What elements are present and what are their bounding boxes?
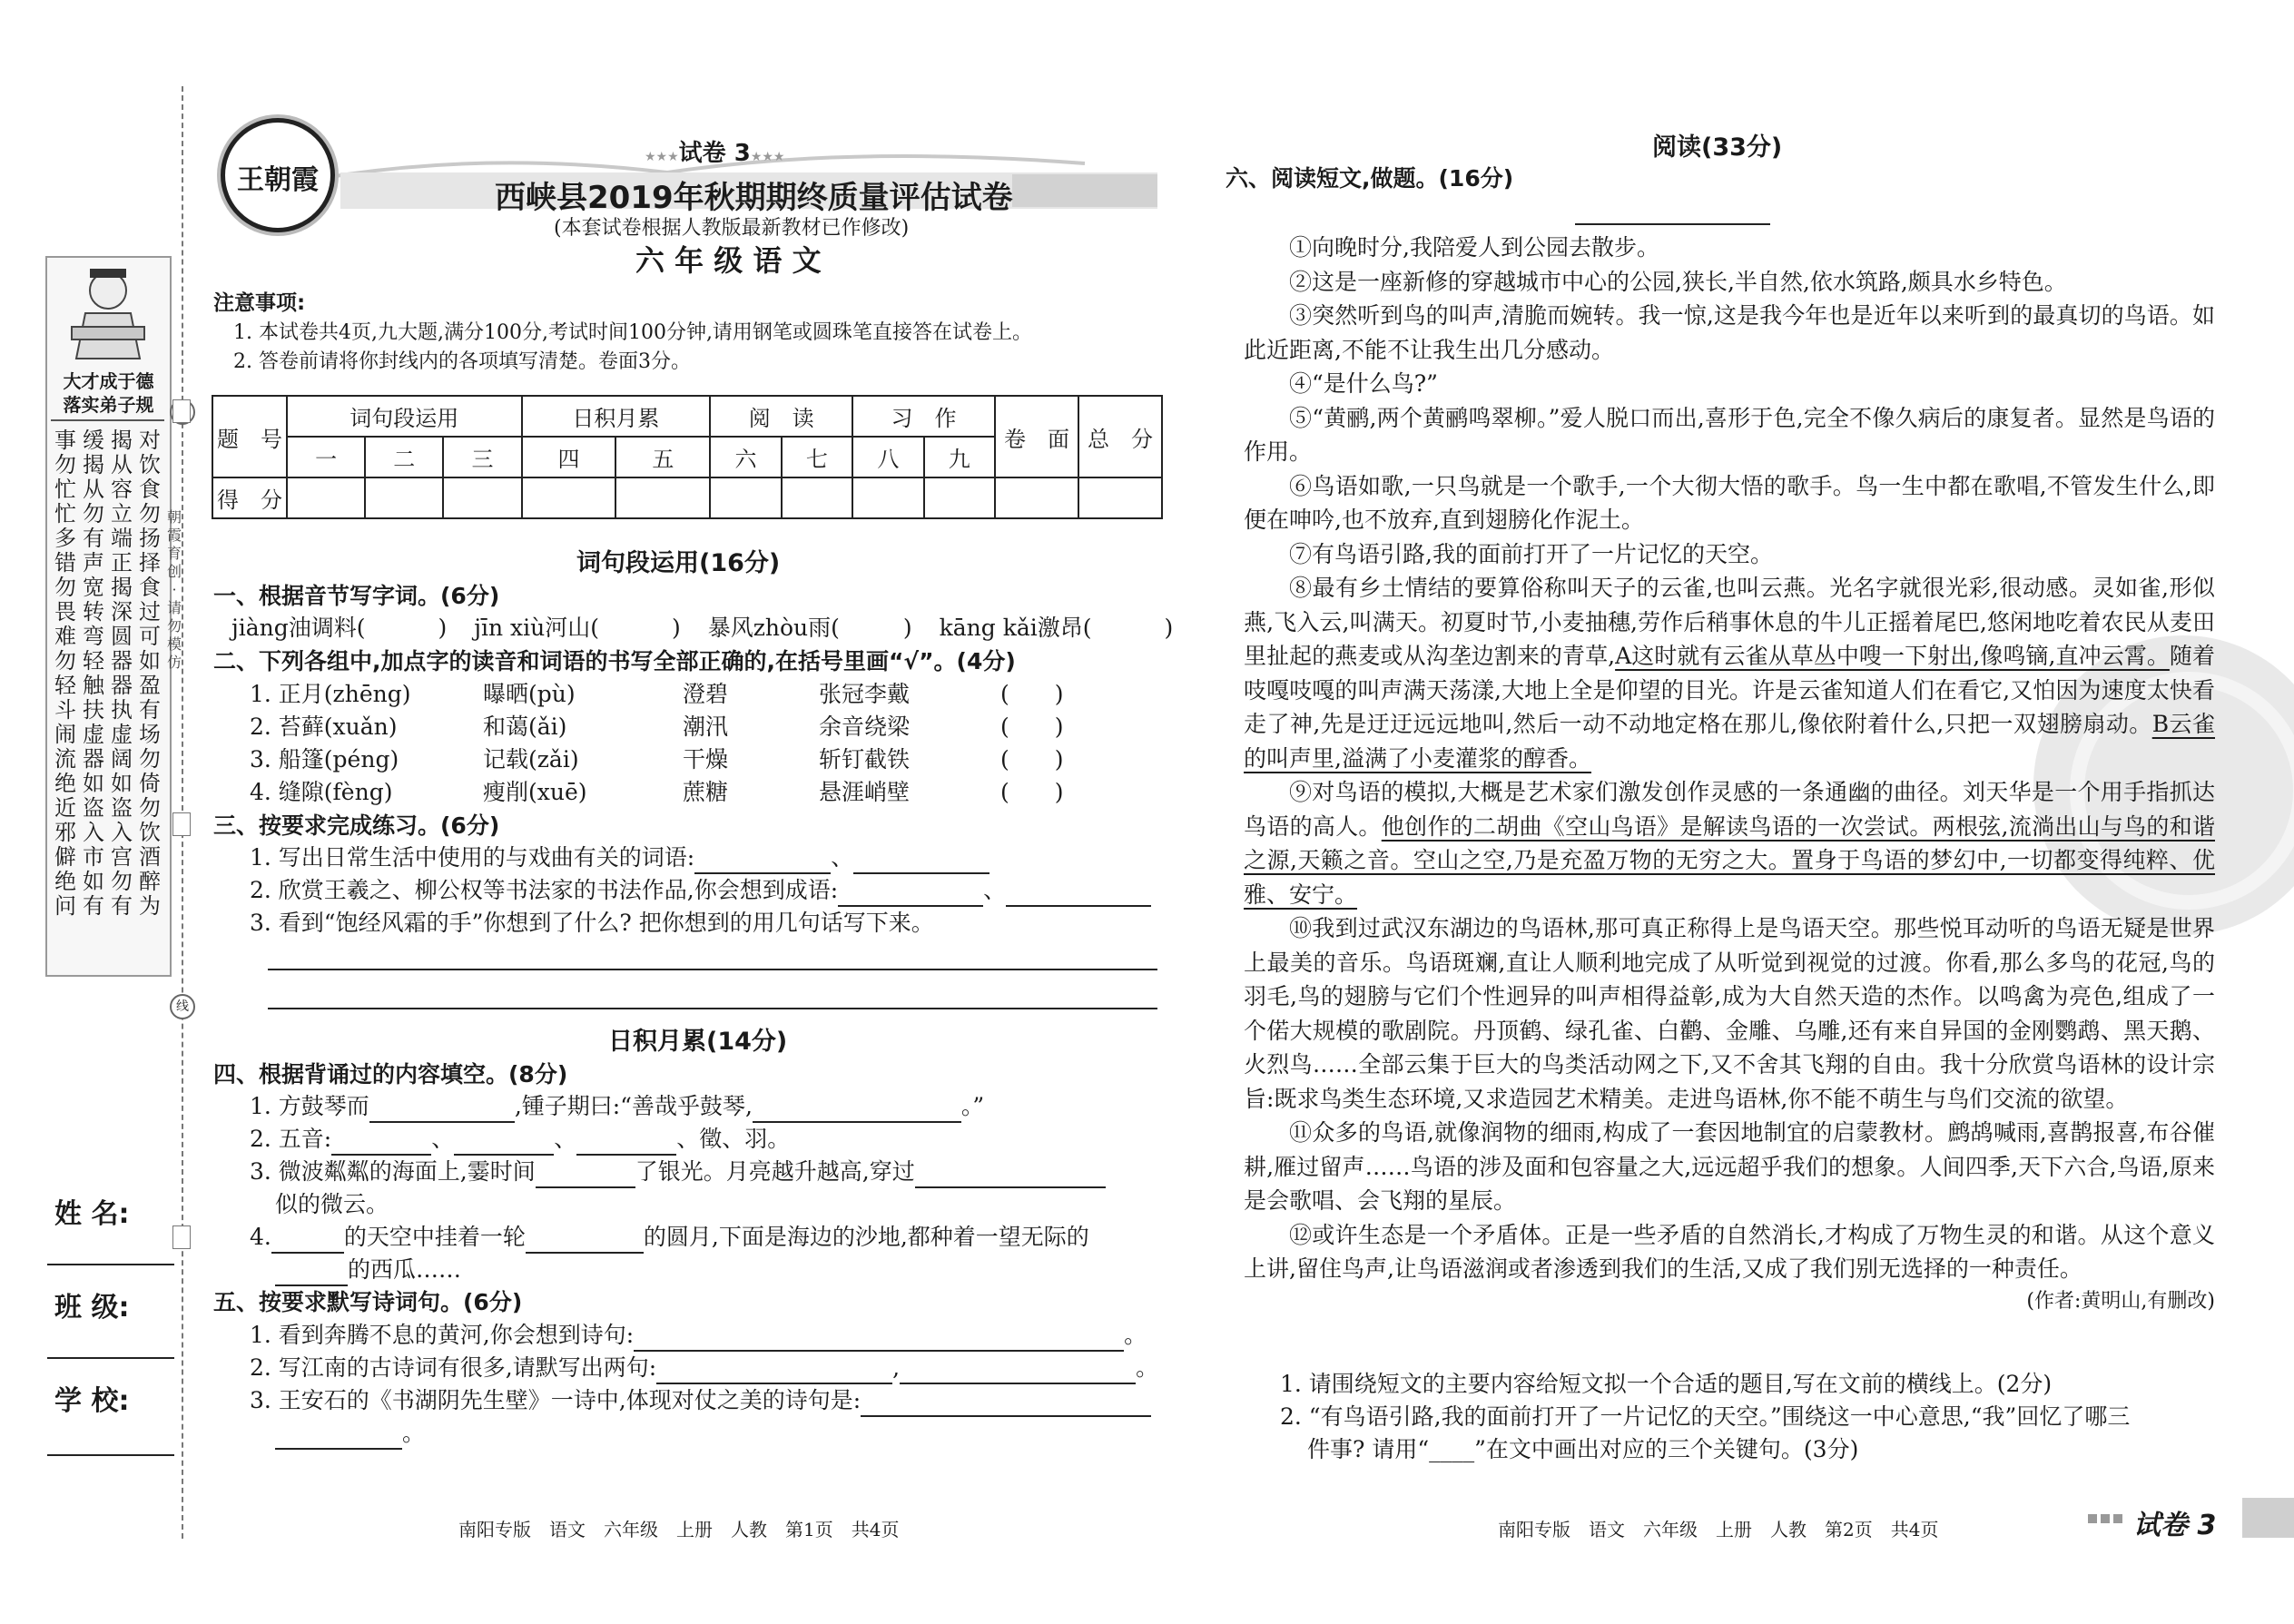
q1-title: 一、根据音节写字词。(6分)	[213, 583, 500, 609]
score-cell[interactable]	[615, 477, 710, 518]
group-words: 词句段运用	[287, 396, 522, 437]
q1-items: jiàng油调料( ) jīn xiù河山( ) 暴风zhòu雨( ) kāng kǎi激昂( )	[231, 615, 1174, 641]
q5-2: 2. 写江南的古诗词有很多,请默写出两句: , 。	[250, 1351, 1158, 1384]
score-cell[interactable]	[287, 477, 365, 518]
q4-4-blank-2[interactable]	[526, 1226, 644, 1254]
margin-box-3	[172, 1225, 191, 1249]
para-9: ⑨对鸟语的模拟,大概是艺术家们激发创作灵感的一条通幽的曲径。刘天华是一个用手指抓达鸟语的高人。他创作的二胡曲《空山鸟语》是解读鸟语的一次尝试。两根弦,流淌出山与鸟的和谐之源,天籁之音。空山之空,乃是充盈万物的无穷之大。置身于鸟语的梦幻中,一切都变得纯粹、优雅、安宁。	[1244, 779, 2215, 908]
score-table	[212, 395, 1163, 519]
motto-line-1: 大才成于德	[63, 370, 154, 392]
q6-title: 六、阅读短文,做题。(16分)	[1226, 165, 1514, 192]
score-cell[interactable]	[443, 477, 521, 518]
corner-tab	[2242, 1498, 2294, 1538]
q4-2-blank-3[interactable]	[576, 1128, 676, 1156]
class-field[interactable]	[47, 1355, 174, 1359]
underlined-sentence-b: B云雀的叫声里,溢满了小麦灌浆的醇香。	[1244, 711, 2215, 772]
q3-3-answer-line-2[interactable]	[268, 1008, 1157, 1009]
series-label-text: 试卷 3	[678, 140, 751, 167]
para-2: ②这是一座新修的穿越城市中心的公园,狭长,半自然,依水筑路,颇具水乡特色。	[1289, 268, 2067, 295]
scholar-illustration	[54, 263, 162, 363]
q5-1-blank[interactable]	[634, 1324, 1124, 1352]
group-accumulation: 日积月累	[522, 396, 711, 437]
score-cell[interactable]	[852, 477, 923, 518]
author-credit: (作者:黄明山,有删改)	[2026, 1289, 2215, 1313]
q4-1: 1. 方鼓琴而 ,锺子期曰:“善哉乎鼓琴, 。”	[250, 1089, 984, 1123]
series-label	[645, 134, 784, 168]
q2-answer-1[interactable]: ( )	[1000, 681, 1064, 707]
score-cell[interactable]	[782, 477, 852, 518]
reading-q2-line-1: 2. “有鸟语引路,我的面前打开了一片记忆的天空。”围绕这一中心意思,“我”回忆了哪三	[1280, 1403, 2131, 1430]
star-icon-left: ★★★	[645, 150, 679, 164]
q3-1-blank-1[interactable]	[694, 847, 831, 874]
name-label: 姓 名:	[54, 1198, 130, 1230]
q4-3-blank-2[interactable]	[915, 1161, 1106, 1188]
motto-card	[45, 256, 172, 977]
para-1: ①向晚时分,我陪爱人到公园去散步。	[1289, 234, 1659, 261]
q4-1-blank-1[interactable]	[369, 1096, 515, 1123]
seal-note: 朝霞育创 · 请勿模仿	[166, 508, 182, 671]
q5-3-blank-2[interactable]	[275, 1422, 402, 1450]
q2-answer-3[interactable]: ( )	[1000, 746, 1064, 773]
q3-title: 三、按要求完成练习。(6分)	[213, 812, 500, 839]
q4-4-blank-3[interactable]	[275, 1259, 348, 1286]
col-total: 总 分	[1078, 396, 1162, 477]
q3-2-blank-2[interactable]	[1006, 880, 1151, 907]
motto-col-4: 对饮食勿扬择食过可如盈有场勿倚勿饮酒醉为	[139, 428, 162, 919]
motto-col-2: 缓揭从勿有声宽转弯轻触扶虚器如盗入市如有	[83, 428, 106, 919]
corner-label: 试卷 3	[2133, 1510, 2217, 1541]
motto-line-2: 落实弟子规	[63, 394, 154, 416]
group-reading: 阅 读	[710, 396, 852, 437]
margin-marker-line: 线	[170, 994, 195, 1019]
page-footer-2: 南阳专版 语文 六年级 上册 人教 第2页 共4页	[1498, 1519, 1939, 1540]
num-6: 六	[710, 437, 781, 477]
score-cell[interactable]	[365, 477, 443, 518]
q1-item-3: 暴风zhòu雨(	[707, 615, 840, 641]
q2-answer-2[interactable]: ( )	[1000, 714, 1064, 740]
q5-title: 五、按要求默写诗词句。(6分)	[213, 1289, 523, 1315]
num-8: 八	[852, 437, 923, 477]
q4-title: 四、根据背诵过的内容填空。(8分)	[213, 1061, 568, 1088]
q4-3: 3. 微波粼粼的海面上,霎时间 了银光。月亮越升越高,穿过	[250, 1155, 1106, 1188]
q4-2-blank-1[interactable]	[331, 1128, 431, 1156]
title-answer-line[interactable]	[1575, 223, 1770, 225]
school-field[interactable]	[47, 1452, 174, 1456]
num-9: 九	[924, 437, 995, 477]
q5-3-cont: 。	[275, 1416, 425, 1450]
q4-3-cont: 似的微云。	[275, 1191, 389, 1217]
q4-4: 4. 的天空中挂着一轮 的圆月,下面是海边的沙地,都种着一望无际的	[250, 1220, 1089, 1254]
score-cell[interactable]	[924, 477, 995, 518]
class-label: 班 级:	[54, 1292, 130, 1324]
binding-margin	[0, 0, 191, 1624]
q3-3-answer-line-1[interactable]	[268, 969, 1157, 970]
page-footer-1: 南阳专版 语文 六年级 上册 人教 第1页 共4页	[458, 1519, 900, 1540]
score-cell[interactable]	[1078, 477, 1162, 518]
motto-body	[53, 428, 165, 964]
logo-text: 王朝霞	[237, 164, 319, 196]
motto-divider	[51, 419, 164, 421]
q3-2-blank-1[interactable]	[838, 880, 983, 907]
logo-badge	[221, 118, 335, 232]
reading-section-title: 阅读(33分)	[1652, 133, 1783, 162]
motto-col-3: 揭从容立端正揭深圆器器执虚阔如盗入宫勿有	[111, 428, 134, 919]
exam-title: 西峡县2019年秋期期终质量评估试卷	[495, 180, 1013, 216]
num-4: 四	[522, 437, 616, 477]
q3-1-blank-2[interactable]	[853, 847, 989, 874]
q5-1: 1. 看到奔腾不息的黄河,你会想到诗句: 。	[250, 1318, 1147, 1352]
score-cell[interactable]	[995, 477, 1078, 518]
school-label: 学 校:	[54, 1385, 130, 1417]
group-writing: 习 作	[852, 396, 995, 437]
para-6: ⑥鸟语如歌,一只鸟就是一个歌手,一个大彻大悟的歌手。鸟一生中都在歌唱,不管发生什么,即便在呻吟,也不放弃,直到翅膀化作泥土。	[1244, 472, 2215, 533]
para-12: ⑫或许生态是一个矛盾体。正是一些矛盾的自然消长,才构成了万物生灵的和谐。从这个意义上讲,留住鸟声,让鸟语滋润或者渗透到我们的生活,又成了我们别无选择的一种责任。	[1244, 1221, 2215, 1282]
notice-2: 2. 答卷前请将你封线内的各项填写清楚。卷面3分。	[233, 350, 691, 373]
underlined-sentence-a: A这时就有云雀从草丛中嗖一下射出,像鸣镝,直冲云霄。	[1615, 643, 2170, 669]
q1-item-2: jīn xiù河山(	[474, 615, 599, 641]
reading-q2-line-2: 件事? 请用“____”在文中画出对应的三个关键句。(3分)	[1307, 1436, 1859, 1462]
q1-item-1: jiàng油调料(	[231, 615, 366, 641]
notice-title: 注意事项:	[213, 291, 306, 315]
left-page: 王朝霞 ★★★试卷 3★★★ 西峡县2019年秋期期终质量评估试卷 (本套试卷根据人教版最新教材已作修改) 六 年 级 语 文 注意事项: 1. 本试卷共4页,九大题,满分100分,考试时间100分钟,请用钢笔或圆珠笔直接答在试卷上。 2. 答卷前请将你封线内的各项填写清楚。卷面3分。 题 号 词句段运用 日积月累 阅 读 习 作 卷 面 总 分 一 二 三 四 五 六 七 八 九 得 分 词句段运用(16分) 一、根据音节写字词。(6分) jiàng油调料( ) jīn xiù河山( ) 暴风zhòu雨( ) kāng kǎi激昂( ) 二、下列各组中,加点字的读音和词语的书写全部正确的,在括号里画“√”。(4分) 1. 正月(zhēng) 曝晒(pù) 澄碧 张冠李戴 ( ) 2. 苔藓(xuǎn) 和蔼(ǎi) 潮汛 余音绕梁 ( ) 3. 船篷(péng) 记载(zǎi) 干燥 斩钉截铁 ( ) 4. 缝隙(fèng) 瘦削(xuē) 蔗糖 悬涯峭壁 ( ) 三、按要求完成练习。(6分) 1. 写出日常生活中使用的与戏曲有关的词语: 、 2. 欣赏王羲之、柳公权等书法家的书法作品,你会想到成语: 、 3. 看到“饱经风霜的手”你想到了什么? 把你想到的用几句话写下来。 日积月累(14分) 四、根据背诵过的内容填空。(8分) 1. 方鼓琴而 ,锺子期曰:“善哉乎鼓琴, 。” 2. 五音: 、 、 、徵、羽。 3. 微波粼粼的海面上,霎时间 了银光。月亮越升越高,穿过 似的微云。 4. 的天空中挂着一轮 的圆月,下面是海边的沙地,都种着一望无际的 的西瓜…… 五、按要求默写诗词句。(6分) 1. 看到奔腾不息的黄河,你会想到诗句: 。 2. 写江南的古诗词有很多,请默写出两句: , 。 3. 王安石的《书湖阴先生壁》一诗中,体现对仗之美的诗句是: 。 南阳专版 语文 六年级 上册 人教 第1页 共4页	[195, 0, 1176, 1624]
margin-box-1	[172, 399, 191, 423]
col-neatness: 卷 面	[995, 396, 1078, 477]
num-5: 五	[615, 437, 710, 477]
underlined-sentence-c: 他创作的二胡曲《空山鸟语》是解读鸟语的一次尝试。两根弦,流淌出山与鸟的和谐之源,天籁之音。空山之空,乃是充盈万物的无穷之大。置身于鸟语的梦幻中,一切都变得纯粹、优雅、安宁。	[1244, 812, 2215, 908]
num-3: 三	[443, 437, 521, 477]
para-7: ⑦有鸟语引路,我的面前打开了一片记忆的天空。	[1289, 540, 1773, 567]
q5-2-blank-2[interactable]	[900, 1357, 1136, 1384]
q3-2: 2. 欣赏王羲之、柳公权等书法家的书法作品,你会想到成语: 、	[250, 873, 1151, 907]
subject-title: 六 年 级 语 文	[635, 243, 822, 278]
q5-3-blank-1[interactable]	[861, 1390, 1151, 1417]
num-1: 一	[287, 437, 365, 477]
exam-subtitle: (本套试卷根据人教版最新教材已作修改)	[554, 217, 910, 240]
notice-1: 1. 本试卷共4页,九大题,满分100分,考试时间100分钟,请用钢笔或圆珠笔直接答在试卷上。	[233, 321, 1032, 344]
num-7: 七	[782, 437, 852, 477]
q5-3: 3. 王安石的《书湖阴先生壁》一诗中,体现对仗之美的诗句是:	[250, 1383, 1151, 1417]
num-2: 二	[365, 437, 443, 477]
q4-3-blank-1[interactable]	[536, 1161, 635, 1188]
q2-title: 二、下列各组中,加点字的读音和词语的书写全部正确的,在括号里画“√”。(4分)	[213, 648, 1016, 674]
right-page	[1226, 0, 2294, 1624]
motto-col-1: 事勿忙忙多错勿畏难勿轻斗闹流绝近邪僻绝问	[54, 428, 78, 919]
q4-4-cont: 的西瓜……	[275, 1253, 461, 1286]
q3-1: 1. 写出日常生活中使用的与戏曲有关的词语: 、	[250, 841, 989, 874]
reading-q1: 1. 请围绕短文的主要内容给短文拟一个合适的题目,写在文前的横线上。(2分)	[1280, 1371, 2053, 1397]
score-cell[interactable]	[522, 477, 616, 518]
section-2-title: 日积月累(14分)	[608, 1028, 788, 1056]
score-cell[interactable]	[710, 477, 781, 518]
section-1-title: 词句段运用(16分)	[576, 549, 781, 577]
row-label-question: 题 号	[212, 396, 287, 477]
q5-2-blank-1[interactable]	[656, 1357, 892, 1384]
star-icon-right: ★★★	[750, 150, 785, 164]
name-field[interactable]	[47, 1262, 174, 1265]
corner-squares	[2088, 1514, 2124, 1523]
margin-box-2	[172, 812, 191, 836]
q3-3: 3. 看到“饱经风霜的手”你想到了什么? 把你想到的用几句话写下来。	[250, 910, 934, 936]
q4-2: 2. 五音: 、 、 、徵、羽。	[250, 1122, 790, 1156]
para-10: ⑩我到过武汉东湖边的鸟语林,那可真正称得上是鸟语天空。那些悦耳动听的鸟语无疑是世界上最美的音乐。鸟语斑斓,直让人顺利地完成了从听觉到视觉的过渡。你看,那么多鸟的花冠,鸟的羽毛,鸟的翅膀与它们个性迥异的叫声相得益彰,成为大自然天造的杰作。以鸣禽为亮色,组成了一个偌大规模的歌剧院。丹顶鹤、绿孔雀、白鹳、金雕、乌雕,还有来自异国的金刚鹦鹉、黑天鹅、火烈鸟……全部云集于巨大的鸟类活动网之下,又不舍其飞翔的自由。我十分欣赏鸟语林的设计宗旨:既求鸟类生态环境,又求造园艺术精美。走进鸟语林,你不能不萌生与鸟们交流的欲望。	[1244, 915, 2215, 1112]
q4-2-blank-2[interactable]	[454, 1128, 554, 1156]
para-4: ④“是什么鸟?”	[1289, 370, 1438, 397]
para-8: ⑧最有乡土情结的要算俗称叫天子的云雀,也叫云燕。光名字就很光彩,很动感。灵如雀,形似燕,飞入云,叫满天。初夏时节,小麦抽穗,劳作后稍事休息的牛儿正摇着尾巴,悠闲地吃着农民从麦田里扯起的燕麦或从沟垄边割来的青草,A这时就有云雀从草丛中嗖一下射出,像鸣镝,直冲云霄。随着吱嘎吱嘎的叫声满天荡漾,大地上全是仰望的目光。许是云雀知道人们在看它,又怕因为速度太快看走了神,先是迂迂远远地叫,然后一动不动地定格在那儿,像依附着什么,只把一双翅膀扇动。B云雀的叫声里,溢满了小麦灌浆的醇香。	[1244, 575, 2215, 772]
para-11: ⑪众多的鸟语,就像润物的细雨,构成了一套因地制宜的启蒙教材。鹧鸪喊雨,喜鹊报喜,布谷催耕,雁过留声……鸟语的涉及面和包容量之大,远远超乎我们的想象。人间四季,天下六合,鸟语,原来是会歌唱、会飞翔的星辰。	[1244, 1119, 2215, 1214]
q4-1-blank-2[interactable]	[753, 1096, 961, 1123]
para-5: ⑤“黄鹂,两个黄鹂鸣翠柳。”爱人脱口而出,喜形于色,完全不像久病后的康复者。显然是鸟语的作用。	[1244, 404, 2215, 465]
q4-4-blank-1[interactable]	[271, 1226, 344, 1254]
para-3: ③突然听到鸟的叫声,清脆而婉转。我一惊,这是我今年也是近年以来听到的最真切的鸟语。如此近距离,不能不让我生出几分感动。	[1244, 302, 2215, 363]
passage	[1244, 231, 2215, 1317]
q1-item-4: kāng kǎi激昂(	[939, 615, 1092, 641]
row-label-score: 得 分	[212, 477, 287, 518]
q2-answer-4[interactable]: ( )	[1000, 779, 1064, 805]
